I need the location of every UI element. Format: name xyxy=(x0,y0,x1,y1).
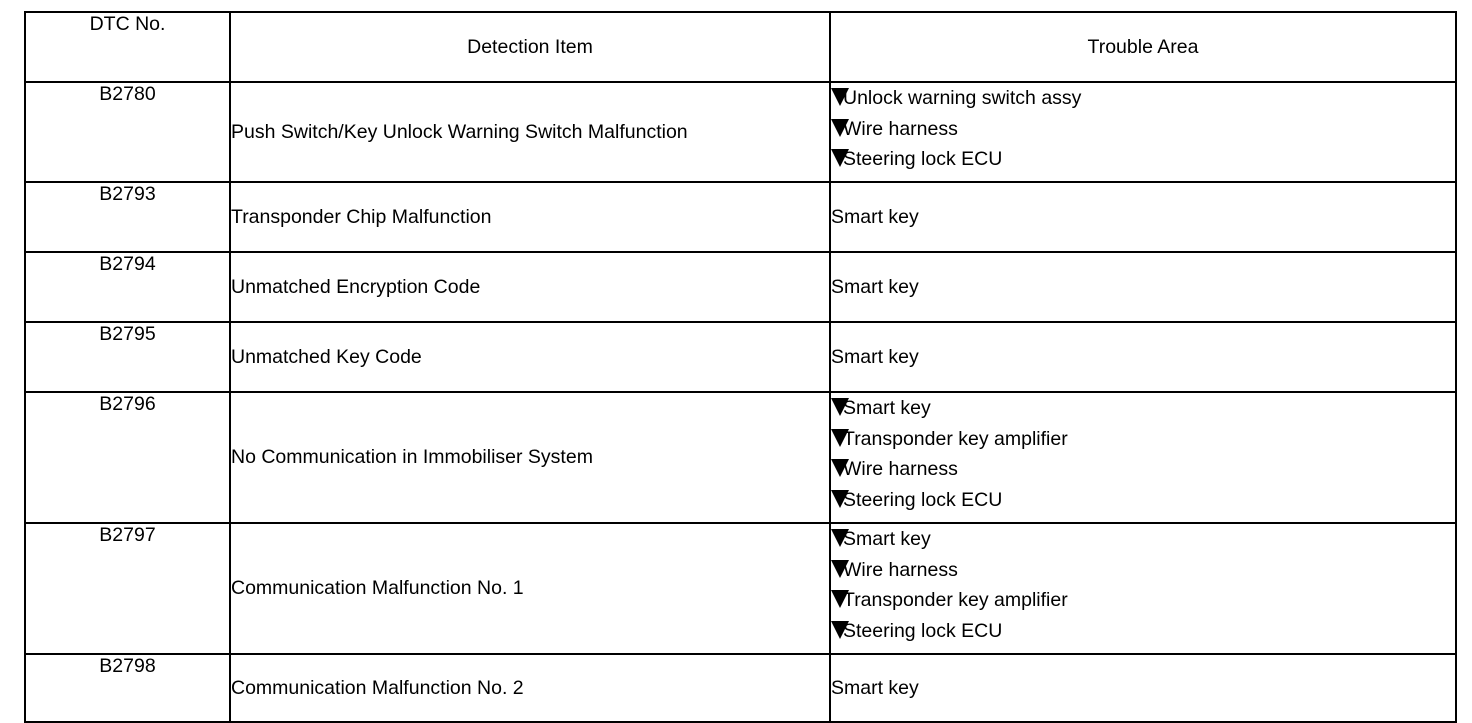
trouble-area-list xyxy=(830,82,1456,182)
table-row xyxy=(25,392,1456,523)
trouble-area-text: Steering lock ECU xyxy=(843,488,1003,511)
trouble-area-list xyxy=(830,523,1456,654)
trouble-area-text: Steering lock ECU xyxy=(843,148,1003,170)
trouble-area: Smart key xyxy=(830,654,1456,722)
trouble-area-list xyxy=(830,392,1456,523)
table-row xyxy=(25,322,1456,392)
trouble-area-item xyxy=(831,555,1455,586)
detection-item: Unmatched Encryption Code xyxy=(230,252,830,322)
trouble-area-text: Smart key xyxy=(843,397,931,419)
header-trouble-area: Trouble Area xyxy=(830,12,1456,82)
trouble-area-item xyxy=(831,83,1455,114)
trouble-area-item xyxy=(831,393,1455,424)
table-header-row xyxy=(25,12,1456,82)
trouble-area-item xyxy=(831,585,1455,616)
trouble-area-item xyxy=(831,485,1455,516)
detection-item: No Communication in Immobiliser System xyxy=(230,392,830,523)
trouble-area-text: Transponder key amplifier xyxy=(843,589,1068,611)
header-dtc-no: DTC No. xyxy=(25,12,230,82)
dtc-code: B2797 xyxy=(25,523,230,654)
detection-item: Unmatched Key Code xyxy=(230,322,830,392)
detection-item: Communication Malfunction No. 2 xyxy=(230,654,830,722)
trouble-area-text: Wire harness xyxy=(843,558,958,581)
dtc-code: B2780 xyxy=(25,82,230,182)
trouble-area-item xyxy=(831,114,1455,145)
dtc-code: B2793 xyxy=(25,182,230,252)
dtc-table xyxy=(24,11,1457,723)
table-row xyxy=(25,182,1456,252)
table-row xyxy=(25,654,1456,722)
trouble-area-item xyxy=(831,524,1455,555)
trouble-area: Smart key xyxy=(830,182,1456,252)
table-row xyxy=(25,252,1456,322)
detection-item: Transponder Chip Malfunction xyxy=(230,182,830,252)
detection-item: Push Switch/Key Unlock Warning Switch Malfunction xyxy=(230,82,830,182)
header-detection-item: Detection Item xyxy=(230,12,830,82)
table-row xyxy=(25,523,1456,654)
trouble-area-text: Unlock warning switch assy xyxy=(843,87,1082,109)
trouble-area-text: Wire harness xyxy=(843,458,958,480)
dtc-code: B2795 xyxy=(25,322,230,392)
dtc-code: B2798 xyxy=(25,654,230,722)
trouble-area-text: Transponder key amplifier xyxy=(843,427,1068,450)
detection-item: Communication Malfunction No. 1 xyxy=(230,523,830,654)
dtc-code: B2796 xyxy=(25,392,230,523)
trouble-area-item xyxy=(831,424,1455,455)
trouble-area-text: Steering lock ECU xyxy=(843,619,1003,642)
trouble-area-item xyxy=(831,144,1455,175)
trouble-area-item xyxy=(831,616,1455,647)
trouble-area-text: Smart key xyxy=(843,528,931,550)
dtc-code: B2794 xyxy=(25,252,230,322)
table-row xyxy=(25,82,1456,182)
trouble-area: Smart key xyxy=(830,252,1456,322)
trouble-area-item xyxy=(831,454,1455,485)
trouble-area: Smart key xyxy=(830,322,1456,392)
trouble-area-text: Wire harness xyxy=(843,117,958,140)
